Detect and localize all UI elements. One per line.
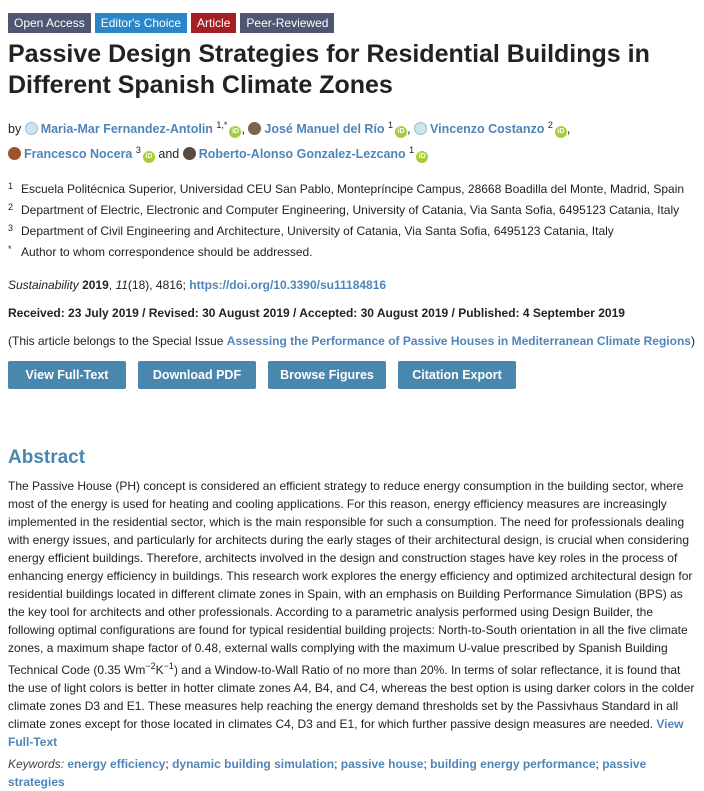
article-type-badge: Article	[191, 13, 236, 33]
doi-link[interactable]: https://doi.org/10.3390/su11184816	[189, 278, 387, 293]
citation-export-button[interactable]: Citation Export	[398, 361, 516, 389]
keyword-link[interactable]: building energy performance	[430, 757, 596, 772]
and-label: and	[158, 147, 180, 162]
peer-reviewed-badge[interactable]: Peer-Reviewed	[240, 13, 334, 33]
author-link[interactable]: Francesco Nocera	[24, 147, 133, 162]
keyword-link[interactable]: passive strategies	[8, 757, 647, 790]
journal-name: Sustainability	[8, 278, 79, 293]
affiliation-item: 2 Department of Electric, Electronic and Computer Engineering, University of Catania, Via Santa Sofia, 6495123 Catania, Italy	[8, 202, 680, 218]
author-affiliation-sup: 2	[547, 120, 553, 130]
author-link[interactable]: Maria-Mar Fernandez-Antolin	[40, 122, 213, 137]
keyword-link[interactable]: passive house	[340, 757, 424, 772]
special-issue-note: (This article belongs to the Special Issue Assessing the Performance of Passive Houses in Mediterranean Climate Regions)	[8, 334, 695, 349]
editors-choice-badge[interactable]: Editor's Choice	[95, 13, 187, 33]
article-title: Passive Design Strategies for Residential Buildings in Different Spanish Climate Zones	[8, 40, 650, 99]
citation-year: 2019	[82, 278, 109, 293]
author-avatar-icon	[8, 147, 21, 160]
abstract-heading: Abstract	[8, 447, 86, 469]
keywords-label: Keywords:	[8, 757, 65, 772]
author-link[interactable]: Vincenzo Costanzo	[430, 122, 545, 137]
keyword-link[interactable]: dynamic building simulation	[172, 757, 335, 772]
author-link[interactable]: José Manuel del Río	[264, 122, 385, 137]
affiliation-list	[8, 179, 696, 263]
orcid-icon[interactable]: iD	[143, 151, 155, 163]
author-link[interactable]: Roberto-Alonso Gonzalez-Lezcano	[198, 147, 406, 162]
author-list: by Maria-Mar Fernandez-Antolin $^{1,*}$iD , José Manuel del Río $^1$iD , Vincenzo Costanzo $^2$iD , Francesco Nocera $^3$iD and Roberto-Alonso Gonzalez-Lezcano $^1$iD	[8, 120, 571, 162]
orcid-icon[interactable]: iD	[395, 126, 407, 138]
abstract-view-full-text-link[interactable]: View Full-Text	[8, 717, 684, 750]
author-avatar-icon	[248, 122, 261, 135]
citation-volume: 11	[115, 278, 128, 293]
orcid-icon[interactable]: iD	[416, 151, 428, 163]
browse-figures-button[interactable]: Browse Figures	[268, 361, 386, 389]
author-avatar-icon	[25, 122, 38, 135]
keyword-link[interactable]: energy efficiency	[67, 757, 166, 772]
abstract-text: The Passive House (PH) concept is considered an efficient strategy to reduce energy consumption in the building sector, where most of the energy is used for heating and cooling applications. For this reason, energy efficiency measures are increasingly implemented in the residential sector, which is the main responsible for such a consumption. The need for professionals dealing with energy issues, and particularly for architects during the early stages of their architectural design, is crucial when considering energy efficient buildings. Therefore, architects involved in the design and construction stages have key roles in the process of enhancing energy efficiency in buildings. This research work explores the energy efficiency and optimized architectural design for residential buildings located in different climate zones in Spain, with an emphasis on Building Performance Simulation (BPS) as the key tool for architects and other professionals. According to a parametric analysis performed using Design Builder, the following optimal configurations are found for typical residential building projects: North-to-South orientation in all the five climate zones, a maximum shape factor of 0.48, external walls complying with the maximum U-value prescribed by Spanish Building Technical Code (0.35 $Wm^{-2}K^{-1}$) and a Window-to-Wall Ratio of no more than 20%. In terms of solar reflectance, it is found that the use of light colors is better in hotter climate zones A4, B4, and C4, whereas the best option is using darker colors in the colder climate zones D3 and E1. These measures help reaching the energy demand thresholds set by the Passivhaus Standard in all climate zones except for those located in climates C4, D3 and E1, for which further passive design measures are needed. View Full-Text	[8, 479, 695, 750]
affiliation-item: * Author to whom correspondence should be addressed.	[8, 244, 313, 260]
citation-line: Sustainability 2019, 11(18), 4816; https://doi.org/10.3390/su11184816	[8, 278, 387, 293]
author-affiliation-sup: 1	[388, 120, 394, 130]
orcid-icon[interactable]: iD	[555, 126, 567, 138]
affiliation-item: 3 Department of Civil Engineering and Architecture, University of Catania, Via Santa Sofia, 6495123 Catania, Italy	[8, 223, 614, 239]
author-avatar-icon	[414, 122, 427, 135]
download-pdf-button[interactable]: Download PDF	[138, 361, 256, 389]
affiliation-item: 1 Escuela Politécnica Superior, Universidad CEU San Pablo, Montepríncipe Campus, 28668 Boadilla del Monte, Madrid, Spain	[8, 181, 685, 197]
action-buttons	[8, 361, 696, 389]
citation-issue-pages: (18), 4816;	[127, 278, 186, 293]
orcid-icon[interactable]: iD	[229, 126, 241, 138]
by-label: by	[8, 122, 22, 137]
keywords: Keywords: energy efficiency; dynamic building simulation; passive house; building energy performance; passive strategies	[8, 757, 647, 790]
special-issue-link[interactable]: Assessing the Performance of Passive Houses in Mediterranean Climate Regions	[226, 334, 691, 349]
author-affiliation-sup: 1,*	[216, 120, 228, 130]
author-avatar-icon	[183, 147, 196, 160]
publication-dates: Received: 23 July 2019 / Revised: 30 August 2019 / Accepted: 30 August 2019 / Published: 4 September 2019	[8, 306, 625, 321]
open-access-badge: Open Access	[8, 13, 91, 33]
badge-row	[8, 0, 696, 33]
author-affiliation-sup: 1	[409, 145, 415, 156]
author-affiliation-sup: 3	[135, 145, 141, 156]
view-full-text-button[interactable]: View Full-Text	[8, 361, 126, 389]
